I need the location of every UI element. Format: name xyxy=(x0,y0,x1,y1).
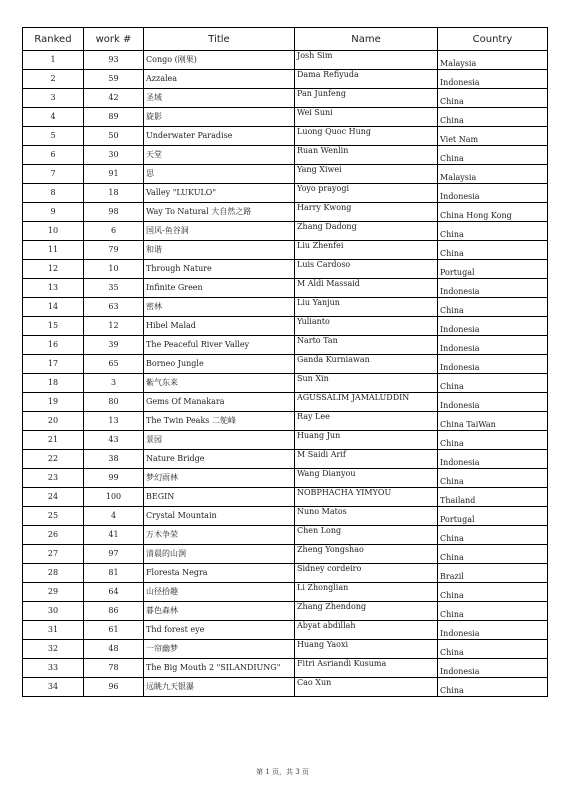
name-cell: Ruan Wenlin xyxy=(295,146,438,165)
work-number-cell: 39 xyxy=(84,336,144,355)
rank-cell: 3 xyxy=(23,89,84,108)
rank-cell: 17 xyxy=(23,355,84,374)
header-ranked: Ranked xyxy=(23,28,84,51)
country-cell: Indonesia xyxy=(438,184,548,203)
title-cell: Valley "LUKULO" xyxy=(144,184,295,203)
table-row xyxy=(23,355,548,374)
country-cell: China xyxy=(438,108,548,127)
table-row xyxy=(23,488,548,507)
table-row xyxy=(23,203,548,222)
work-number-cell: 65 xyxy=(84,355,144,374)
country-cell: Thailand xyxy=(438,488,548,507)
rank-cell: 19 xyxy=(23,393,84,412)
work-number-cell: 89 xyxy=(84,108,144,127)
title-cell: Nature Bridge xyxy=(144,450,295,469)
country-cell: China xyxy=(438,374,548,393)
rank-cell: 29 xyxy=(23,583,84,602)
title-cell: 景园 xyxy=(144,431,295,450)
name-cell: Zheng Yongshao xyxy=(295,545,438,564)
table-row xyxy=(23,298,548,317)
title-cell: 紫气东来 xyxy=(144,374,295,393)
work-number-cell: 100 xyxy=(84,488,144,507)
rank-cell: 33 xyxy=(23,659,84,678)
country-cell: China xyxy=(438,678,548,697)
name-cell: Chen Long xyxy=(295,526,438,545)
rank-cell: 28 xyxy=(23,564,84,583)
country-cell: China xyxy=(438,583,548,602)
name-cell: Li Zhonglian xyxy=(295,583,438,602)
country-cell: Brazil xyxy=(438,564,548,583)
country-cell: Indonesia xyxy=(438,317,548,336)
table-row xyxy=(23,70,548,89)
work-number-cell: 30 xyxy=(84,146,144,165)
country-cell: China xyxy=(438,241,548,260)
work-number-cell: 64 xyxy=(84,583,144,602)
title-cell: 和谐 xyxy=(144,241,295,260)
table-row xyxy=(23,640,548,659)
table-row xyxy=(23,469,548,488)
title-cell: 国风-鱼谷洞 xyxy=(144,222,295,241)
table-row xyxy=(23,127,548,146)
title-cell: The Twin Peaks 二鸵峰 xyxy=(144,412,295,431)
work-number-cell: 18 xyxy=(84,184,144,203)
country-cell: Malaysia xyxy=(438,51,548,70)
table-row xyxy=(23,336,548,355)
table-row xyxy=(23,184,548,203)
title-cell: 万木争荣 xyxy=(144,526,295,545)
name-cell: Ray Lee xyxy=(295,412,438,431)
work-number-cell: 99 xyxy=(84,469,144,488)
name-cell: Abyat abdillah xyxy=(295,621,438,640)
table-row xyxy=(23,146,548,165)
work-number-cell: 98 xyxy=(84,203,144,222)
work-number-cell: 38 xyxy=(84,450,144,469)
work-number-cell: 96 xyxy=(84,678,144,697)
work-number-cell: 61 xyxy=(84,621,144,640)
work-number-cell: 3 xyxy=(84,374,144,393)
work-number-cell: 80 xyxy=(84,393,144,412)
header-row xyxy=(23,28,548,51)
country-cell: Indonesia xyxy=(438,70,548,89)
name-cell: M Saidi Arif xyxy=(295,450,438,469)
work-number-cell: 35 xyxy=(84,279,144,298)
country-cell: Indonesia xyxy=(438,355,548,374)
table-row xyxy=(23,279,548,298)
name-cell: Harry Kwong xyxy=(295,203,438,222)
title-cell: 圣域 xyxy=(144,89,295,108)
title-cell: The Big Mouth 2 "SILANDIUNG" xyxy=(144,659,295,678)
name-cell: Josh Sim xyxy=(295,51,438,70)
work-number-cell: 13 xyxy=(84,412,144,431)
table-row xyxy=(23,583,548,602)
rank-cell: 26 xyxy=(23,526,84,545)
table-row xyxy=(23,108,548,127)
header-name: Name xyxy=(295,28,438,51)
country-cell: China xyxy=(438,602,548,621)
title-cell: 天堂 xyxy=(144,146,295,165)
country-cell: China xyxy=(438,469,548,488)
title-cell: Gems Of Manakara xyxy=(144,393,295,412)
name-cell: Yang Xiwei xyxy=(295,165,438,184)
country-cell: Indonesia xyxy=(438,450,548,469)
work-number-cell: 4 xyxy=(84,507,144,526)
work-number-cell: 6 xyxy=(84,222,144,241)
country-cell: Indonesia xyxy=(438,393,548,412)
table-row xyxy=(23,545,548,564)
rank-cell: 31 xyxy=(23,621,84,640)
page-number-footer: 第 1 页，共 3 页 xyxy=(256,768,309,776)
rank-cell: 34 xyxy=(23,678,84,697)
rank-cell: 13 xyxy=(23,279,84,298)
name-cell: Huang Yaoxi xyxy=(295,640,438,659)
name-cell: Liu Zhenfei xyxy=(295,241,438,260)
rank-cell: 14 xyxy=(23,298,84,317)
table-row xyxy=(23,241,548,260)
title-cell: 密林 xyxy=(144,298,295,317)
header-country: Country xyxy=(438,28,548,51)
title-cell: Floresta Negra xyxy=(144,564,295,583)
country-cell: China xyxy=(438,146,548,165)
work-number-cell: 86 xyxy=(84,602,144,621)
work-number-cell: 59 xyxy=(84,70,144,89)
rank-cell: 32 xyxy=(23,640,84,659)
rank-cell: 4 xyxy=(23,108,84,127)
table-row xyxy=(23,260,548,279)
rankings-table xyxy=(22,27,548,697)
table-row xyxy=(23,317,548,336)
title-cell: Azzalea xyxy=(144,70,295,89)
rank-cell: 6 xyxy=(23,146,84,165)
rank-cell: 16 xyxy=(23,336,84,355)
country-cell: China TaiWan xyxy=(438,412,548,431)
table-row xyxy=(23,450,548,469)
work-number-cell: 79 xyxy=(84,241,144,260)
table-row xyxy=(23,659,548,678)
country-cell: China xyxy=(438,431,548,450)
country-cell: Indonesia xyxy=(438,279,548,298)
work-number-cell: 12 xyxy=(84,317,144,336)
rank-cell: 11 xyxy=(23,241,84,260)
title-cell: Hibel Malad xyxy=(144,317,295,336)
table-row xyxy=(23,412,548,431)
title-cell: Crystal Mountain xyxy=(144,507,295,526)
title-cell: 清晨的山涧 xyxy=(144,545,295,564)
title-cell: Infinite Green xyxy=(144,279,295,298)
name-cell: Dama Refiyuda xyxy=(295,70,438,89)
name-cell: Sidney cordeiro xyxy=(295,564,438,583)
title-cell: Thd forest eye xyxy=(144,621,295,640)
name-cell: Narto Tan xyxy=(295,336,438,355)
work-number-cell: 48 xyxy=(84,640,144,659)
rank-cell: 18 xyxy=(23,374,84,393)
name-cell: Wei Suni xyxy=(295,108,438,127)
name-cell: Liu Yanjun xyxy=(295,298,438,317)
rank-cell: 5 xyxy=(23,127,84,146)
table-row xyxy=(23,621,548,640)
country-cell: Viet Nam xyxy=(438,127,548,146)
table-row xyxy=(23,89,548,108)
name-cell: Pan Junfeng xyxy=(295,89,438,108)
name-cell: Cao Xun xyxy=(295,678,438,697)
table-row xyxy=(23,678,548,697)
name-cell: Fitri Asriandi Kusuma xyxy=(295,659,438,678)
work-number-cell: 43 xyxy=(84,431,144,450)
rank-cell: 15 xyxy=(23,317,84,336)
name-cell: Sun Xin xyxy=(295,374,438,393)
country-cell: Portugal xyxy=(438,507,548,526)
rank-cell: 23 xyxy=(23,469,84,488)
work-number-cell: 42 xyxy=(84,89,144,108)
rank-cell: 9 xyxy=(23,203,84,222)
rank-cell: 1 xyxy=(23,51,84,70)
work-number-cell: 91 xyxy=(84,165,144,184)
country-cell: Indonesia xyxy=(438,336,548,355)
name-cell: M Aldi Massaid xyxy=(295,279,438,298)
table-row xyxy=(23,526,548,545)
title-cell: 梦幻雨林 xyxy=(144,469,295,488)
country-cell: China xyxy=(438,89,548,108)
name-cell: Yoyo prayogi xyxy=(295,184,438,203)
title-cell: Congo (刚果) xyxy=(144,51,295,70)
title-cell: 旋影 xyxy=(144,108,295,127)
work-number-cell: 78 xyxy=(84,659,144,678)
table-row xyxy=(23,374,548,393)
title-cell: 思 xyxy=(144,165,295,184)
name-cell: Luong Quoc Hung xyxy=(295,127,438,146)
table-row xyxy=(23,165,548,184)
rank-cell: 20 xyxy=(23,412,84,431)
name-cell: Zhang Dadong xyxy=(295,222,438,241)
name-cell: NOBPHACHA YIMYOU xyxy=(295,488,438,507)
work-number-cell: 97 xyxy=(84,545,144,564)
header-title: Title xyxy=(144,28,295,51)
table-row xyxy=(23,564,548,583)
rank-cell: 8 xyxy=(23,184,84,203)
table-row xyxy=(23,602,548,621)
rank-cell: 22 xyxy=(23,450,84,469)
work-number-cell: 41 xyxy=(84,526,144,545)
title-cell: BEGIN xyxy=(144,488,295,507)
table-row xyxy=(23,507,548,526)
name-cell: Ganda Kurniawan xyxy=(295,355,438,374)
rank-cell: 30 xyxy=(23,602,84,621)
table-row xyxy=(23,51,548,70)
country-cell: Indonesia xyxy=(438,659,548,678)
rank-cell: 10 xyxy=(23,222,84,241)
name-cell: Zhang Zhendong xyxy=(295,602,438,621)
rank-cell: 7 xyxy=(23,165,84,184)
name-cell: Nuno Matos xyxy=(295,507,438,526)
name-cell: Wang Dianyou xyxy=(295,469,438,488)
work-number-cell: 63 xyxy=(84,298,144,317)
rank-cell: 2 xyxy=(23,70,84,89)
name-cell: Huang Jun xyxy=(295,431,438,450)
rank-cell: 12 xyxy=(23,260,84,279)
title-cell: Way To Natural 大自然之路 xyxy=(144,203,295,222)
title-cell: 山径拾趣 xyxy=(144,583,295,602)
work-number-cell: 81 xyxy=(84,564,144,583)
table-row xyxy=(23,393,548,412)
work-number-cell: 93 xyxy=(84,51,144,70)
title-cell: Through Nature xyxy=(144,260,295,279)
title-cell: 远眺九天银瀑 xyxy=(144,678,295,697)
title-cell: Underwater Paradise xyxy=(144,127,295,146)
name-cell: Yulianto xyxy=(295,317,438,336)
name-cell: AGUSSALIM JAMALUDDIN xyxy=(295,393,438,412)
table-row xyxy=(23,431,548,450)
country-cell: China xyxy=(438,222,548,241)
country-cell: Indonesia xyxy=(438,621,548,640)
rank-cell: 24 xyxy=(23,488,84,507)
country-cell: Malaysia xyxy=(438,165,548,184)
rank-cell: 27 xyxy=(23,545,84,564)
header-work-number: work # xyxy=(84,28,144,51)
country-cell: China xyxy=(438,640,548,659)
name-cell: Luis Cardoso xyxy=(295,260,438,279)
country-cell: Portugal xyxy=(438,260,548,279)
country-cell: China xyxy=(438,526,548,545)
table-row xyxy=(23,222,548,241)
country-cell: China xyxy=(438,298,548,317)
rank-cell: 21 xyxy=(23,431,84,450)
rank-cell: 25 xyxy=(23,507,84,526)
country-cell: China Hong Kong xyxy=(438,203,548,222)
work-number-cell: 10 xyxy=(84,260,144,279)
work-number-cell: 50 xyxy=(84,127,144,146)
title-cell: 一帘幽梦 xyxy=(144,640,295,659)
title-cell: Borneo Jungle xyxy=(144,355,295,374)
country-cell: China xyxy=(438,545,548,564)
title-cell: 暮色森林 xyxy=(144,602,295,621)
title-cell: The Peaceful River Valley xyxy=(144,336,295,355)
